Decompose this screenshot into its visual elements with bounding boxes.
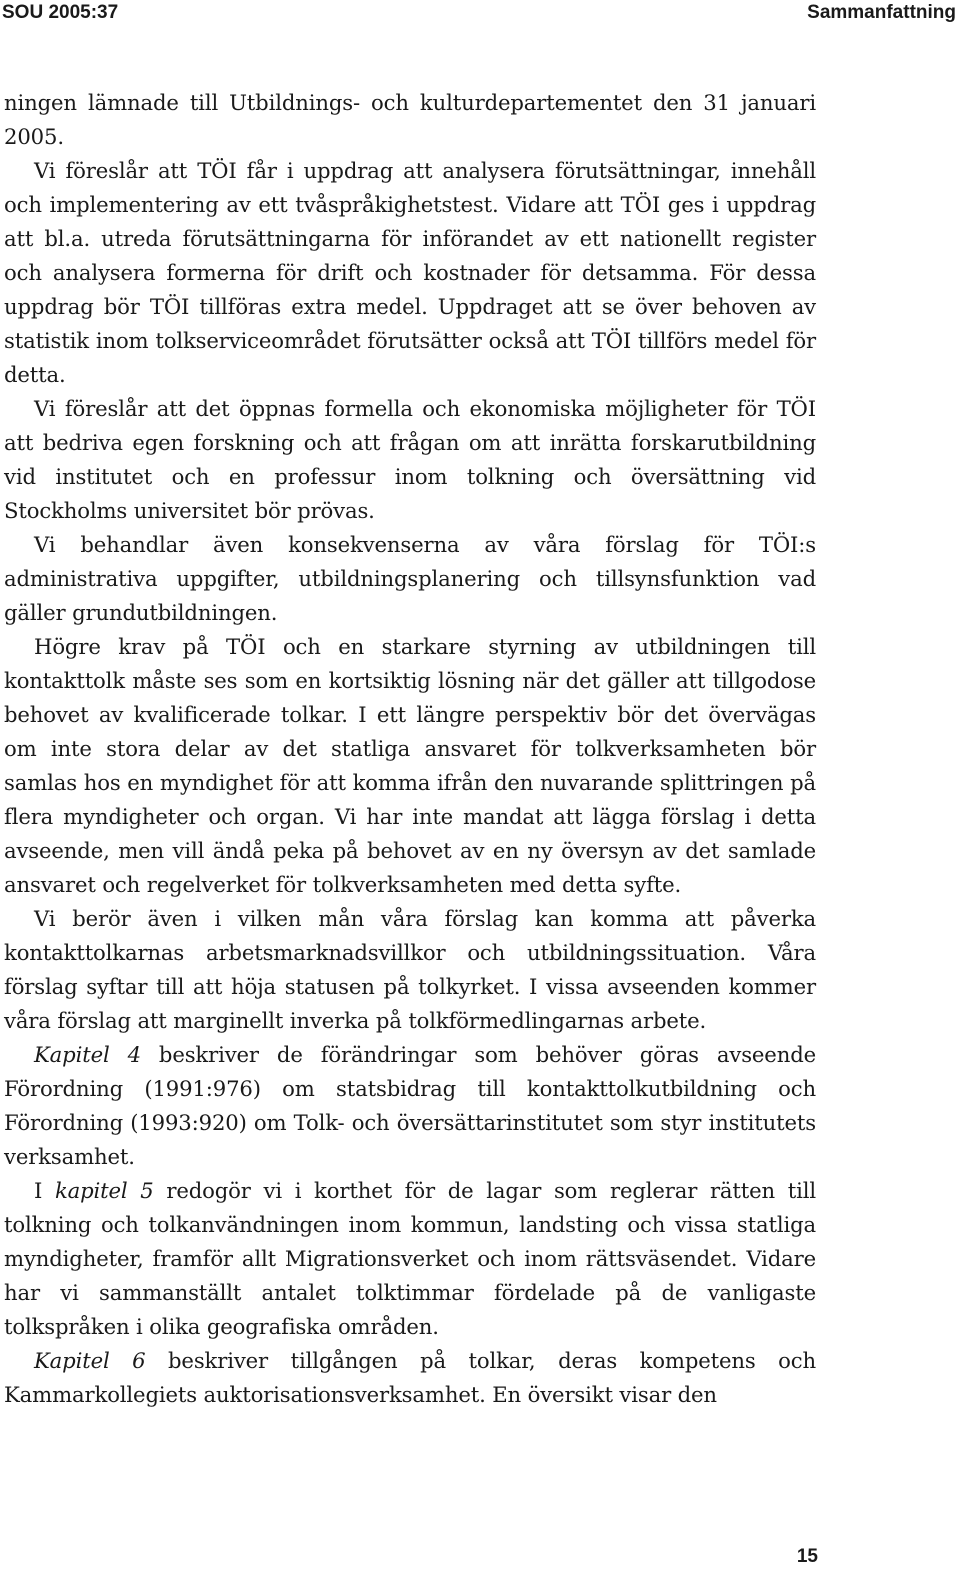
chapter-reference: Kapitel 6 xyxy=(34,1348,146,1373)
chapter-reference: kapitel 5 xyxy=(54,1178,154,1203)
text-run: Vi föreslår att TÖI får i uppdrag att analysera förutsättningar, innehåll och implementering av ett tvåspråkighetstest. Vidare att TÖI ges i uppdrag att bl.a. utreda förutsättningarna för införandet av ett nationellt register och analysera formerna för drift och kostnader för detsamma. För dessa uppdrag bör TÖI tillföras extra medel. Uppdraget att se över behoven av statistik inom tolkserviceområdet förutsätter också att TÖI tillförs medel för detta. xyxy=(4,158,816,387)
text-run: Vi berör även i vilken mån våra förslag kan komma att påverka kontakttolkarnas arbetsmarknadsvillkor och utbildningssituation. Våra förslag syftar till att höja statusen på tolkyrket. I vissa avseenden kommer våra förslag att marginellt inverka på tolkförmedlingarnas arbete. xyxy=(4,906,816,1033)
body-text xyxy=(4,86,816,1412)
paragraph xyxy=(4,1344,816,1412)
text-run: beskriver tillgången på tolkar, deras kompetens och Kammarkollegiets auktorisationsverksamhet. En översikt visar den xyxy=(4,1348,816,1407)
section-title: Sammanfattning xyxy=(807,2,956,23)
text-run: Vi behandlar även konsekvenserna av våra förslag för TÖI:s administrativa uppgifter, utbildningsplanering och tillsynsfunktion vad gäller grundutbildningen. xyxy=(4,532,816,625)
paragraph xyxy=(4,528,816,630)
paragraph xyxy=(4,902,816,1038)
text-run: I xyxy=(34,1178,55,1203)
paragraph xyxy=(4,1038,816,1174)
report-number: SOU 2005:37 xyxy=(2,2,119,23)
page-number: 15 xyxy=(796,1546,818,1567)
paragraph xyxy=(4,1174,816,1344)
paragraph xyxy=(4,630,816,902)
chapter-reference: Kapitel 4 xyxy=(34,1042,141,1067)
text-run: beskriver de förändringar som behöver göras avseende Förordning (1991:976) om statsbidrag till kontakttolkutbildning och Förordning (1993:920) om Tolk- och översättarinstitutet som styr institutets verksamhet. xyxy=(4,1042,816,1169)
text-run: ningen lämnade till Utbildnings- och kulturdepartementet den 31 januari 2005. xyxy=(4,90,816,149)
text-run: redogör vi i korthet för de lagar som reglerar rätten till tolkning och tolkanvändningen inom kommun, landsting och vissa statliga myndigheter, framför allt Migrationsverket och inom rättsväsendet. Vidare har vi sammanställt antalet tolktimmar fördelade på de vanligaste tolkspråken i olika geografiska områden. xyxy=(4,1178,816,1339)
running-header xyxy=(0,0,960,28)
paragraph xyxy=(4,86,816,154)
text-run: Vi föreslår att det öppnas formella och ekonomiska möjligheter för TÖI att bedriva egen forskning och att frågan om att inrätta forskarutbildning vid institutet och en professur inom tolkning och översättning vid Stockholms universitet bör prövas. xyxy=(4,396,816,523)
paragraph xyxy=(4,392,816,528)
paragraph xyxy=(4,154,816,392)
text-run: Högre krav på TÖI och en starkare styrning av utbildningen till kontakttolk måste ses som en kortsiktig lösning när det gäller att tillgodose behovet av kvalificerade tolkar. I ett längre perspektiv bör det övervägas om inte stora delar av det statliga ansvaret för tolkverksamheten bör samlas hos en myndighet för att komma ifrån den nuvarande splittringen på flera myndigheter och organ. Vi har inte mandat att lägga förslag i detta avseende, men vill ändå peka på behovet av en ny översyn av det samlade ansvaret och regelverket för tolkverksamheten med detta syfte. xyxy=(4,634,816,897)
